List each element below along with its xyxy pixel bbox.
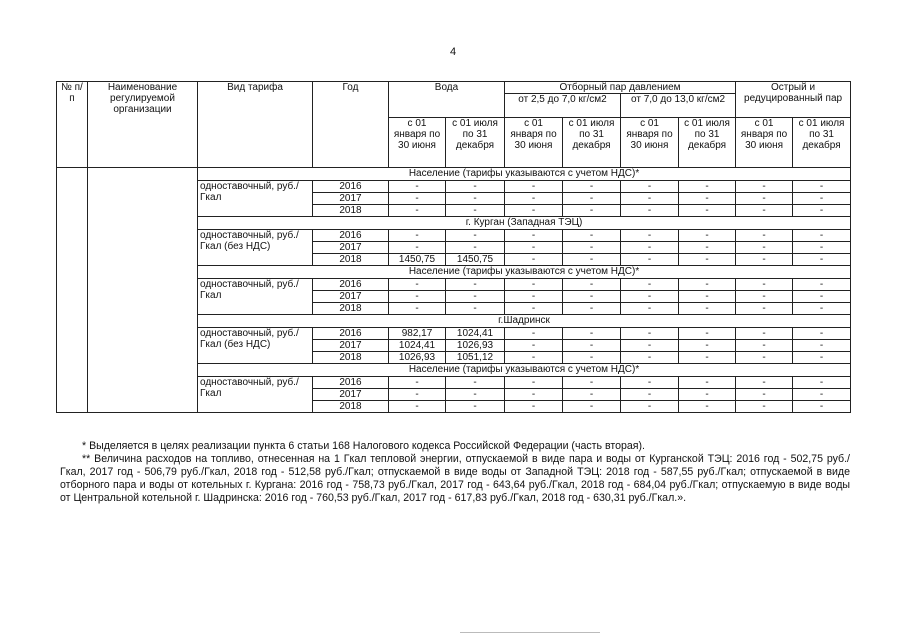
value-cell: - (446, 242, 505, 254)
value-cell: - (446, 389, 505, 401)
value-cell: - (563, 254, 621, 266)
value-cell: - (505, 291, 563, 303)
value-cell: - (563, 389, 621, 401)
value-cell: - (621, 303, 679, 315)
value-cell: - (621, 193, 679, 205)
value-cell: - (621, 352, 679, 364)
value-cell: - (446, 303, 505, 315)
year-cell: 2017 (313, 389, 389, 401)
value-cell: - (505, 377, 563, 389)
value-cell: - (505, 193, 563, 205)
value-cell: - (679, 230, 736, 242)
footnote-1: * Выделяется в целях реализации пункта 6 статьи 168 Налогового кодекса Российской Федерации (часть вторая). (82, 440, 645, 452)
value-cell: - (736, 230, 793, 242)
value-cell: - (736, 377, 793, 389)
value-cell: - (679, 254, 736, 266)
value-cell: - (505, 230, 563, 242)
value-cell: - (389, 181, 446, 193)
value-cell: - (563, 181, 621, 193)
value-cell: - (446, 377, 505, 389)
col-header-org: Наименование регулируемой организации (88, 82, 198, 168)
value-cell: - (389, 279, 446, 291)
value-cell: - (736, 193, 793, 205)
year-cell: 2017 (313, 291, 389, 303)
col-header-steam-low: от 2,5 до 7,0 кг/см2 (505, 94, 621, 118)
year-cell: 2018 (313, 352, 389, 364)
value-cell: - (679, 181, 736, 193)
value-cell: - (446, 401, 505, 413)
value-cell: - (621, 401, 679, 413)
value-cell: - (389, 389, 446, 401)
table-header (57, 82, 851, 168)
year-cell: 2016 (313, 328, 389, 340)
section-title: Население (тарифы указываются с учетом НДС)* (198, 364, 851, 377)
value-cell: - (505, 205, 563, 217)
value-cell: - (563, 291, 621, 303)
value-cell: - (505, 303, 563, 315)
year-cell: 2016 (313, 377, 389, 389)
value-cell: - (563, 205, 621, 217)
value-cell: - (793, 230, 851, 242)
year-cell: 2018 (313, 303, 389, 315)
value-cell: - (736, 352, 793, 364)
tariff-type-cell: одноставочный, руб./Гкал (198, 377, 313, 413)
value-cell: - (621, 205, 679, 217)
section-title: г. Курган (Западная ТЭЦ) (198, 217, 851, 230)
value-cell: - (505, 352, 563, 364)
value-cell: - (563, 352, 621, 364)
value-cell: - (679, 340, 736, 352)
value-cell: - (736, 389, 793, 401)
tariff-type-cell: одноставочный, руб./Гкал (198, 279, 313, 315)
period-header: с 01 января по 30 июня (621, 118, 679, 168)
value-cell: - (563, 401, 621, 413)
value-cell: - (563, 340, 621, 352)
table-body (57, 168, 851, 413)
col-header-year: Год (313, 82, 389, 168)
value-cell: - (793, 340, 851, 352)
value-cell: - (446, 193, 505, 205)
section-title: Население (тарифы указываются с учетом НДС)* (198, 266, 851, 279)
value-cell: - (679, 193, 736, 205)
value-cell: - (446, 279, 505, 291)
value-cell: - (736, 205, 793, 217)
value-cell: - (793, 279, 851, 291)
section-title: г.Шадринск (198, 315, 851, 328)
value-cell: - (793, 254, 851, 266)
period-header: с 01 июля по 31 декабря (446, 118, 505, 168)
tariff-type-cell: одноставочный, руб./Гкал (198, 181, 313, 217)
col-header-water: Вода (389, 82, 505, 118)
section-title: Население (тарифы указываются с учетом НДС)* (198, 168, 851, 181)
value-cell: - (446, 291, 505, 303)
value-cell: - (389, 230, 446, 242)
col-header-num: № п/п (57, 82, 88, 168)
col-header-steam: Отборный пар давлением (505, 82, 736, 94)
value-cell: - (793, 389, 851, 401)
value-cell: - (563, 377, 621, 389)
value-cell: - (505, 242, 563, 254)
value-cell: - (736, 181, 793, 193)
period-header: с 01 июля по 31 декабря (563, 118, 621, 168)
value-cell: - (793, 193, 851, 205)
org-cell (88, 168, 198, 413)
value-cell: - (446, 230, 505, 242)
period-header: с 01 января по 30 июня (736, 118, 793, 168)
value-cell: - (389, 242, 446, 254)
value-cell: - (793, 377, 851, 389)
value-cell: - (563, 303, 621, 315)
period-header: с 01 июля по 31 декабря (793, 118, 851, 168)
value-cell: - (621, 242, 679, 254)
value-cell: - (679, 352, 736, 364)
year-cell: 2018 (313, 401, 389, 413)
value-cell: - (563, 279, 621, 291)
tariff-type-cell: одноставочный, руб./Гкал (без НДС) (198, 230, 313, 266)
value-cell: - (679, 291, 736, 303)
footnotes (60, 440, 850, 505)
value-cell: - (793, 291, 851, 303)
value-cell: - (621, 377, 679, 389)
col-header-steam-high: от 7,0 до 13,0 кг/см2 (621, 94, 736, 118)
value-cell: - (621, 328, 679, 340)
value-cell: 1051,12 (446, 352, 505, 364)
value-cell: - (679, 389, 736, 401)
value-cell: - (505, 340, 563, 352)
value-cell: - (446, 181, 505, 193)
value-cell: - (736, 328, 793, 340)
year-cell: 2017 (313, 340, 389, 352)
value-cell: - (505, 279, 563, 291)
value-cell: - (793, 352, 851, 364)
year-cell: 2016 (313, 181, 389, 193)
col-header-tariff-type: Вид тарифа (198, 82, 313, 168)
value-cell: - (389, 303, 446, 315)
value-cell: 1026,93 (446, 340, 505, 352)
value-cell: - (736, 401, 793, 413)
value-cell: - (563, 328, 621, 340)
value-cell: - (621, 230, 679, 242)
value-cell: - (621, 291, 679, 303)
scan-artifact-line (460, 632, 600, 633)
section-title-row (57, 168, 851, 181)
value-cell: - (389, 193, 446, 205)
value-cell: - (505, 389, 563, 401)
period-header: с 01 января по 30 июня (505, 118, 563, 168)
value-cell: - (793, 181, 851, 193)
value-cell: - (621, 340, 679, 352)
year-cell: 2017 (313, 193, 389, 205)
value-cell: - (793, 303, 851, 315)
value-cell: - (793, 242, 851, 254)
value-cell: - (621, 254, 679, 266)
value-cell: 1450,75 (389, 254, 446, 266)
value-cell: - (505, 181, 563, 193)
num-cell (57, 168, 88, 413)
year-cell: 2018 (313, 205, 389, 217)
value-cell: - (736, 291, 793, 303)
period-header: с 01 июля по 31 декабря (679, 118, 736, 168)
value-cell: 1024,41 (446, 328, 505, 340)
tariff-table (56, 81, 851, 413)
period-header: с 01 января по 30 июня (389, 118, 446, 168)
value-cell: - (563, 242, 621, 254)
value-cell: - (736, 279, 793, 291)
value-cell: - (621, 181, 679, 193)
value-cell: - (679, 205, 736, 217)
value-cell: 1450,75 (446, 254, 505, 266)
value-cell: - (389, 401, 446, 413)
value-cell: - (389, 205, 446, 217)
value-cell: - (793, 401, 851, 413)
value-cell: 1024,41 (389, 340, 446, 352)
col-header-sharp-steam: Острый и редуцированный пар (736, 82, 851, 118)
value-cell: - (621, 279, 679, 291)
value-cell: - (679, 401, 736, 413)
value-cell: - (736, 242, 793, 254)
value-cell: - (679, 377, 736, 389)
value-cell: - (621, 389, 679, 401)
year-cell: 2018 (313, 254, 389, 266)
value-cell: - (389, 291, 446, 303)
footnote-2: ** Величина расходов на топливо, отнесенная на 1 Гкал тепловой энергии, отпускаемой в виде пара и воды от Курганской ТЭЦ: 2016 год - 502,75 руб./Гкал, 2017 год - 506,79 руб./Гкал, 2018 год - 512,58 руб./Гкал; отпускаемой в виде воды от Западной ТЭЦ: 2018 год - 587,55 руб./Гкал; отпускаемой в виде отборного пара и воды от котельных г. Кургана: 2016 год - 758,73 руб./Гкал, 2017 год - 643,64 руб./Гкал, 2018 год - 684,04 руб./Гкал; отпускаемую в виде воды от Центральной котельной г. Шадринска: 2016 год - 760,53 руб./Гкал, 2017 год - 617,83 руб./Гкал, 2018 год - 630,31 руб./Гкал.». (60, 453, 850, 504)
value-cell: - (389, 377, 446, 389)
value-cell: - (736, 303, 793, 315)
year-cell: 2016 (313, 230, 389, 242)
value-cell: - (736, 254, 793, 266)
value-cell: 1026,93 (389, 352, 446, 364)
value-cell: - (679, 328, 736, 340)
value-cell: - (505, 401, 563, 413)
tariff-type-cell: одноставочный, руб./Гкал (без НДС) (198, 328, 313, 364)
value-cell: - (793, 205, 851, 217)
value-cell: - (679, 242, 736, 254)
value-cell: - (446, 205, 505, 217)
value-cell: - (563, 193, 621, 205)
value-cell: - (736, 340, 793, 352)
value-cell: - (563, 230, 621, 242)
value-cell: - (505, 254, 563, 266)
value-cell: 982,17 (389, 328, 446, 340)
page-number: 4 (450, 46, 457, 58)
year-cell: 2017 (313, 242, 389, 254)
value-cell: - (679, 279, 736, 291)
value-cell: - (679, 303, 736, 315)
year-cell: 2016 (313, 279, 389, 291)
value-cell: - (793, 328, 851, 340)
value-cell: - (505, 328, 563, 340)
